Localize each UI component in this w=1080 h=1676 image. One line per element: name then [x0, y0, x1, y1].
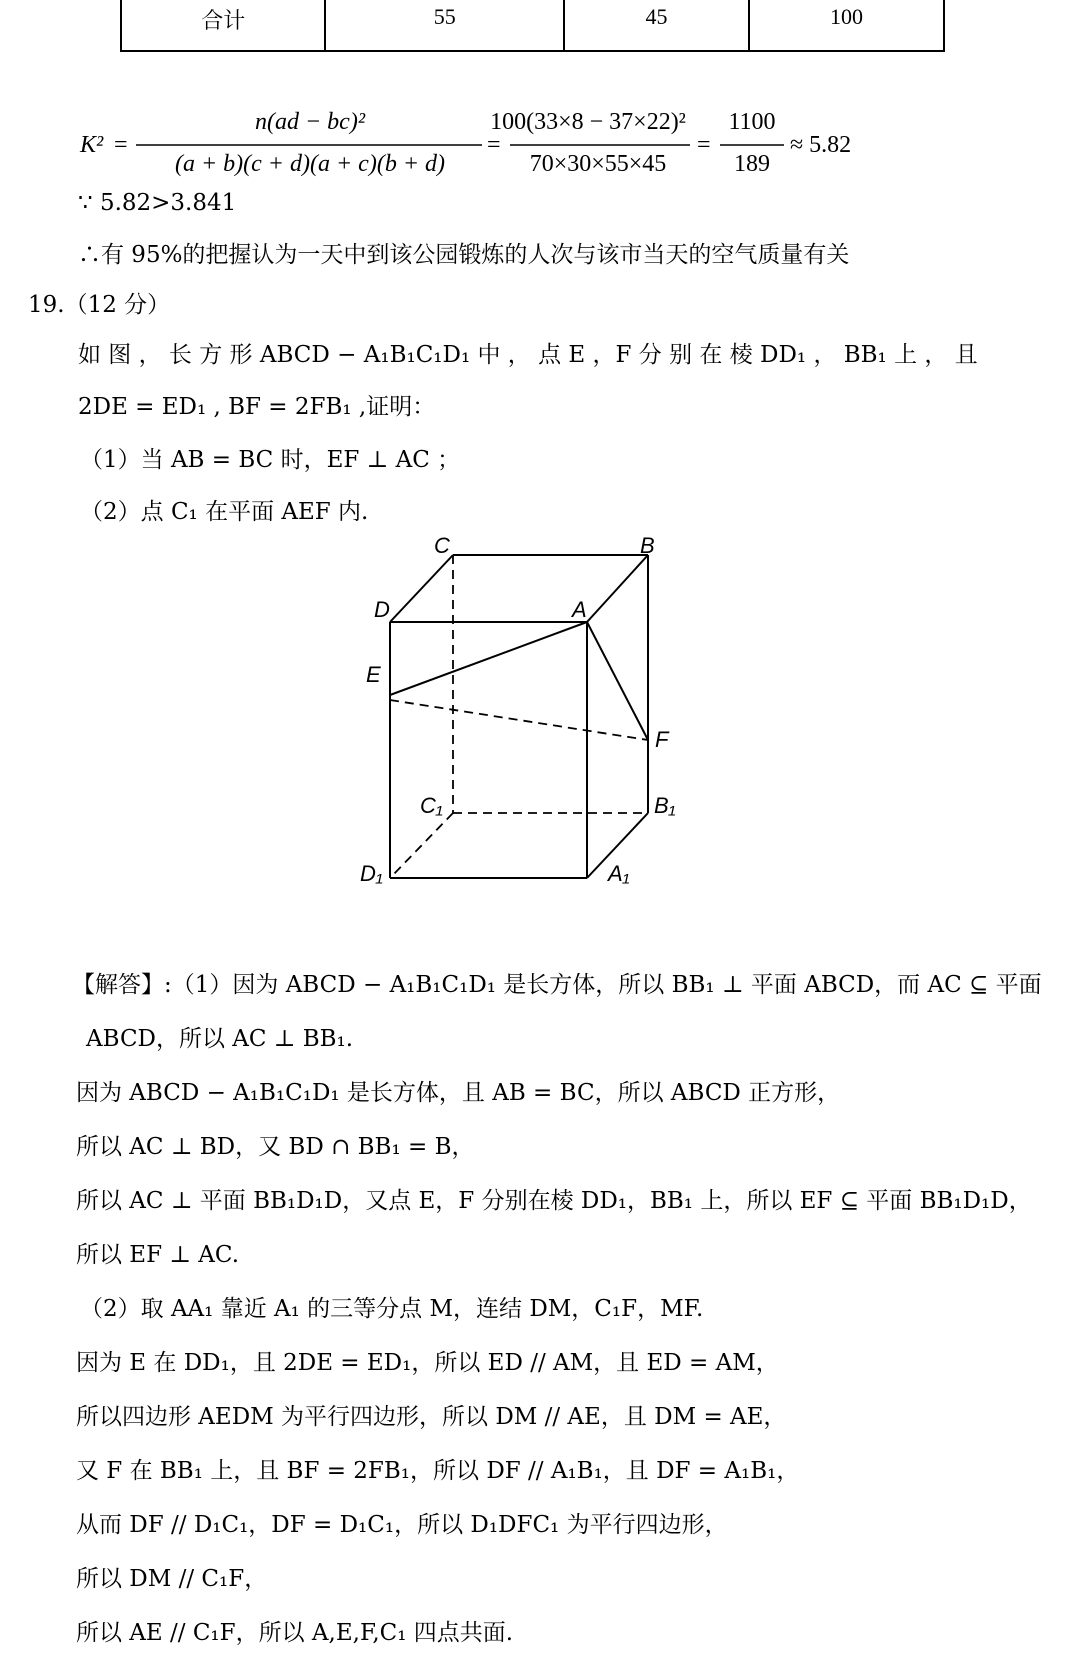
svg-text:=: =: [487, 132, 501, 158]
label-A: A: [572, 597, 587, 622]
solution-line-5: 所以 AC ⊥ 平面 BB₁D₁D，又点 E，F 分别在棱 DD₁，BB₁ 上，所以 EF ⊆ 平面 BB₁D₁D，: [76, 1188, 1032, 1214]
label-B: B: [640, 533, 655, 558]
formula-numerator-general: n(ad − bc)²: [254, 109, 366, 135]
k-squared-formula: [80, 105, 940, 185]
solution-line-4: 所以 AC ⊥ BD，又 BD ∩ BB₁ = B，: [76, 1134, 475, 1160]
table-cell: 55: [325, 0, 564, 51]
table-cell-total-label: 合计: [121, 0, 325, 51]
solution-line-12: 所以 DM // C₁F，: [76, 1566, 268, 1592]
label-C: C: [434, 533, 450, 558]
label-F: F: [655, 727, 669, 752]
solution-line-9: 所以四边形 AEDM 为平行四边形，所以 DM // AE，且 DM = AE，: [76, 1404, 787, 1430]
segment-AF: [587, 622, 648, 740]
cuboid-figure: [360, 533, 720, 940]
formula-lhs: K²: [80, 132, 104, 158]
solution-line-3: 因为 ABCD − A₁B₁C₁D₁ 是长方体，且 AB = BC，所以 ABCD 正方形，: [76, 1080, 841, 1106]
label-D: D: [374, 597, 390, 622]
solution-line-1: 【解答】:（1）因为 ABCD − A₁B₁C₁D₁ 是长方体，所以 BB₁ ⊥ 平面 ABCD，而 AC ⊆ 平面: [72, 972, 1042, 998]
problem-number: 19.（12 分）: [28, 292, 171, 318]
problem-part-1: （1）当 AB = BC 时，EF ⊥ AC ；: [80, 447, 461, 473]
solution-line-13: 所以 AE // C₁F，所以 A,E,F,C₁ 四点共面.: [76, 1620, 514, 1646]
solution-line-10: 又 F 在 BB₁ 上，且 BF = 2FB₁，所以 DF // A₁B₁，且 DF = A₁B₁，: [76, 1458, 800, 1484]
formula-numerator-result: 1100: [728, 109, 776, 135]
table-cell: 100: [830, 4, 863, 29]
conclusion-line: ∴有 95%的把握认为一天中到该公园锻炼的人次与该市当天的空气质量有关: [78, 242, 850, 268]
edge-C1D1-hidden: [390, 813, 453, 878]
segment-EF-hidden: [390, 700, 648, 740]
table-row: [121, 0, 944, 51]
table-cell: 45: [564, 0, 749, 51]
formula-denominator-result: 189: [734, 151, 770, 177]
label-E: E: [366, 662, 381, 687]
formula-numerator-values: 100(33×8 − 37×22)²: [490, 109, 686, 135]
problem-part-2: （2）点 C₁ 在平面 AEF 内.: [80, 499, 369, 525]
svg-text:=: =: [114, 132, 128, 158]
solution-line-11: 从而 DF // D₁C₁，DF = D₁C₁，所以 D₁DFC₁ 为平行四边形，: [76, 1512, 728, 1538]
label-B1: B₁: [654, 793, 676, 818]
because-line: ∵ 5.82>3.841: [78, 190, 237, 216]
svg-text:=: =: [697, 132, 711, 158]
formula-denominator-values: 70×30×55×45: [529, 151, 667, 177]
solution-line-2: ABCD，所以 AC ⊥ BB₁.: [86, 1026, 354, 1052]
edge-AB: [587, 555, 648, 622]
formula-approx: ≈ 5.82: [790, 132, 852, 158]
label-C1: C₁: [420, 793, 443, 818]
formula-denominator-general: (a + b)(c + d)(a + c)(b + d): [174, 151, 446, 177]
segment-EA: [390, 622, 587, 695]
problem-statement-2: 2DE = ED₁ , BF = 2FB₁ ,证明：: [78, 394, 436, 420]
solution-line-8: 因为 E 在 DD₁，且 2DE = ED₁，所以 ED // AM，且 ED = AM，: [76, 1350, 779, 1376]
edge-DC: [390, 555, 453, 622]
contingency-table-total-row: [120, 0, 945, 52]
solution-line-6: 所以 EF ⊥ AC.: [76, 1242, 240, 1268]
label-D1: D₁: [360, 861, 383, 886]
problem-statement-1: 如 图 ， 长 方 形 ABCD − A₁B₁C₁D₁ 中 ， 点 E ，F 分 别 在 棱 DD₁ ， BB₁ 上 ， 且: [78, 342, 978, 368]
label-A1: A₁: [608, 861, 630, 886]
solution-line-7: （2）取 AA₁ 靠近 A₁ 的三等分点 M，连结 DM，C₁F，MF.: [80, 1296, 704, 1322]
